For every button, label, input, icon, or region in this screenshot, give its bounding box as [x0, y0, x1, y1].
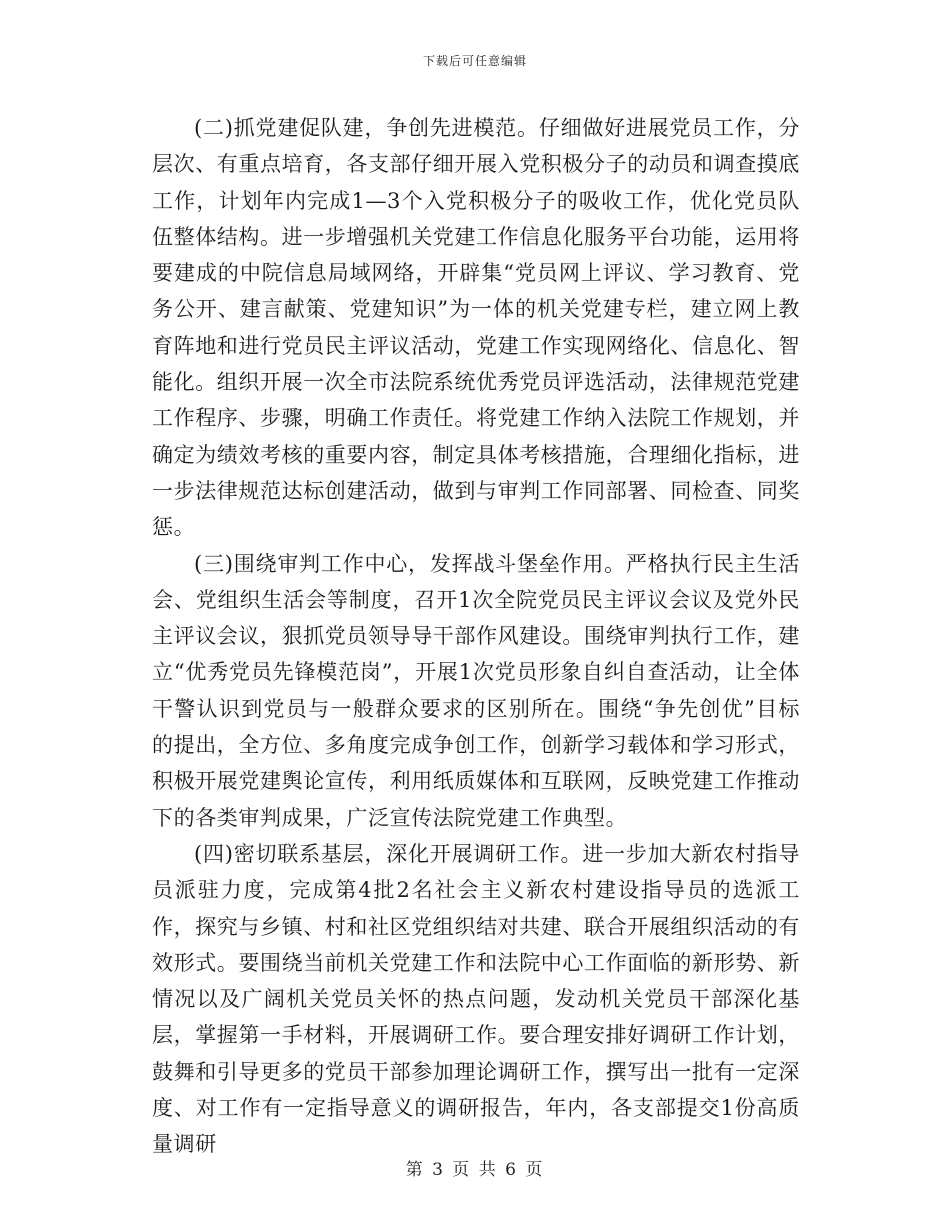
page-header: 下载后可任意编辑: [422, 54, 527, 68]
page-number-footer: 第 3 页 共 6 页: [405, 1160, 545, 1180]
paragraph-section-2: (二)抓党建促队建，争创先进模范。仔细做好进展党员工作，分层次、有重点培育，各支部仔细开展入党积极分子的动员和调查摸底工作，计划年内完成1—3个入党积极分子的吸收工作，优化党员队伍整体结构。进一步增强机关党建工作信息化服务平台功能，运用将要建成的中院信息局域网络，开辟集“党员网上评议、学习教育、党务公开、建言献策、党建知识”为一体的机关党建专栏，建立网上教育阵地和进行党员民主评议活动，党建工作实现网络化、信息化、智能化。组织开展一次全市法院系统优秀党员评选活动，法律规范党建工作程序、步骤，明确工作责任。将党建工作纳入法院工作规划，并确定为绩效考核的重要内容，制定具体考核措施，合理细化指标，进一步法律规范达标创建活动，做到与审判工作同部署、同检查、同奖惩。: [152, 116, 800, 540]
document-body: [152, 110, 800, 1163]
paragraph-section-3: (三)围绕审判工作中心，发挥战斗堡垒作用。严格执行民主生活会、党组织生活会等制度，召开1次全院党员民主评议会议及党外民主评议会议，狠抓党员领导导干部作风建设。围绕审判执行工作，建立“优秀党员先锋模范岗”，开展1次党员形象自纠自查活动，让全体干警认识到党员与一般群众要求的区别所在。围绕“争先创优”目标的提出，全方位、多角度完成争创工作，创新学习载体和学习形式，积极开展党建舆论宣传，利用纸质媒体和互联网，反映党建工作推动下的各类审判成果，广泛宣传法院党建工作典型。: [152, 551, 800, 830]
paragraph-section-4: (四)密切联系基层，深化开展调研工作。进一步加大新农村指导员派驻力度，完成第4批2名社会主义新农村建设指导员的选派工作，探究与乡镇、村和社区党组织结对共建、联合开展组织活动的有效形式。要围绕当前机关党建工作和法院中心工作面临的新形势、新情况以及广阔机关党员关怀的热点问题，发动机关党员干部深化基层，掌握第一手材料，开展调研工作。要合理安排好调研工作计划，鼓舞和引导更多的党员干部参加理论调研工作，撰写出一批有一定深度、对工作有一定指导意义的调研报告，年内，各支部提交1份高质量调研: [152, 841, 800, 1157]
